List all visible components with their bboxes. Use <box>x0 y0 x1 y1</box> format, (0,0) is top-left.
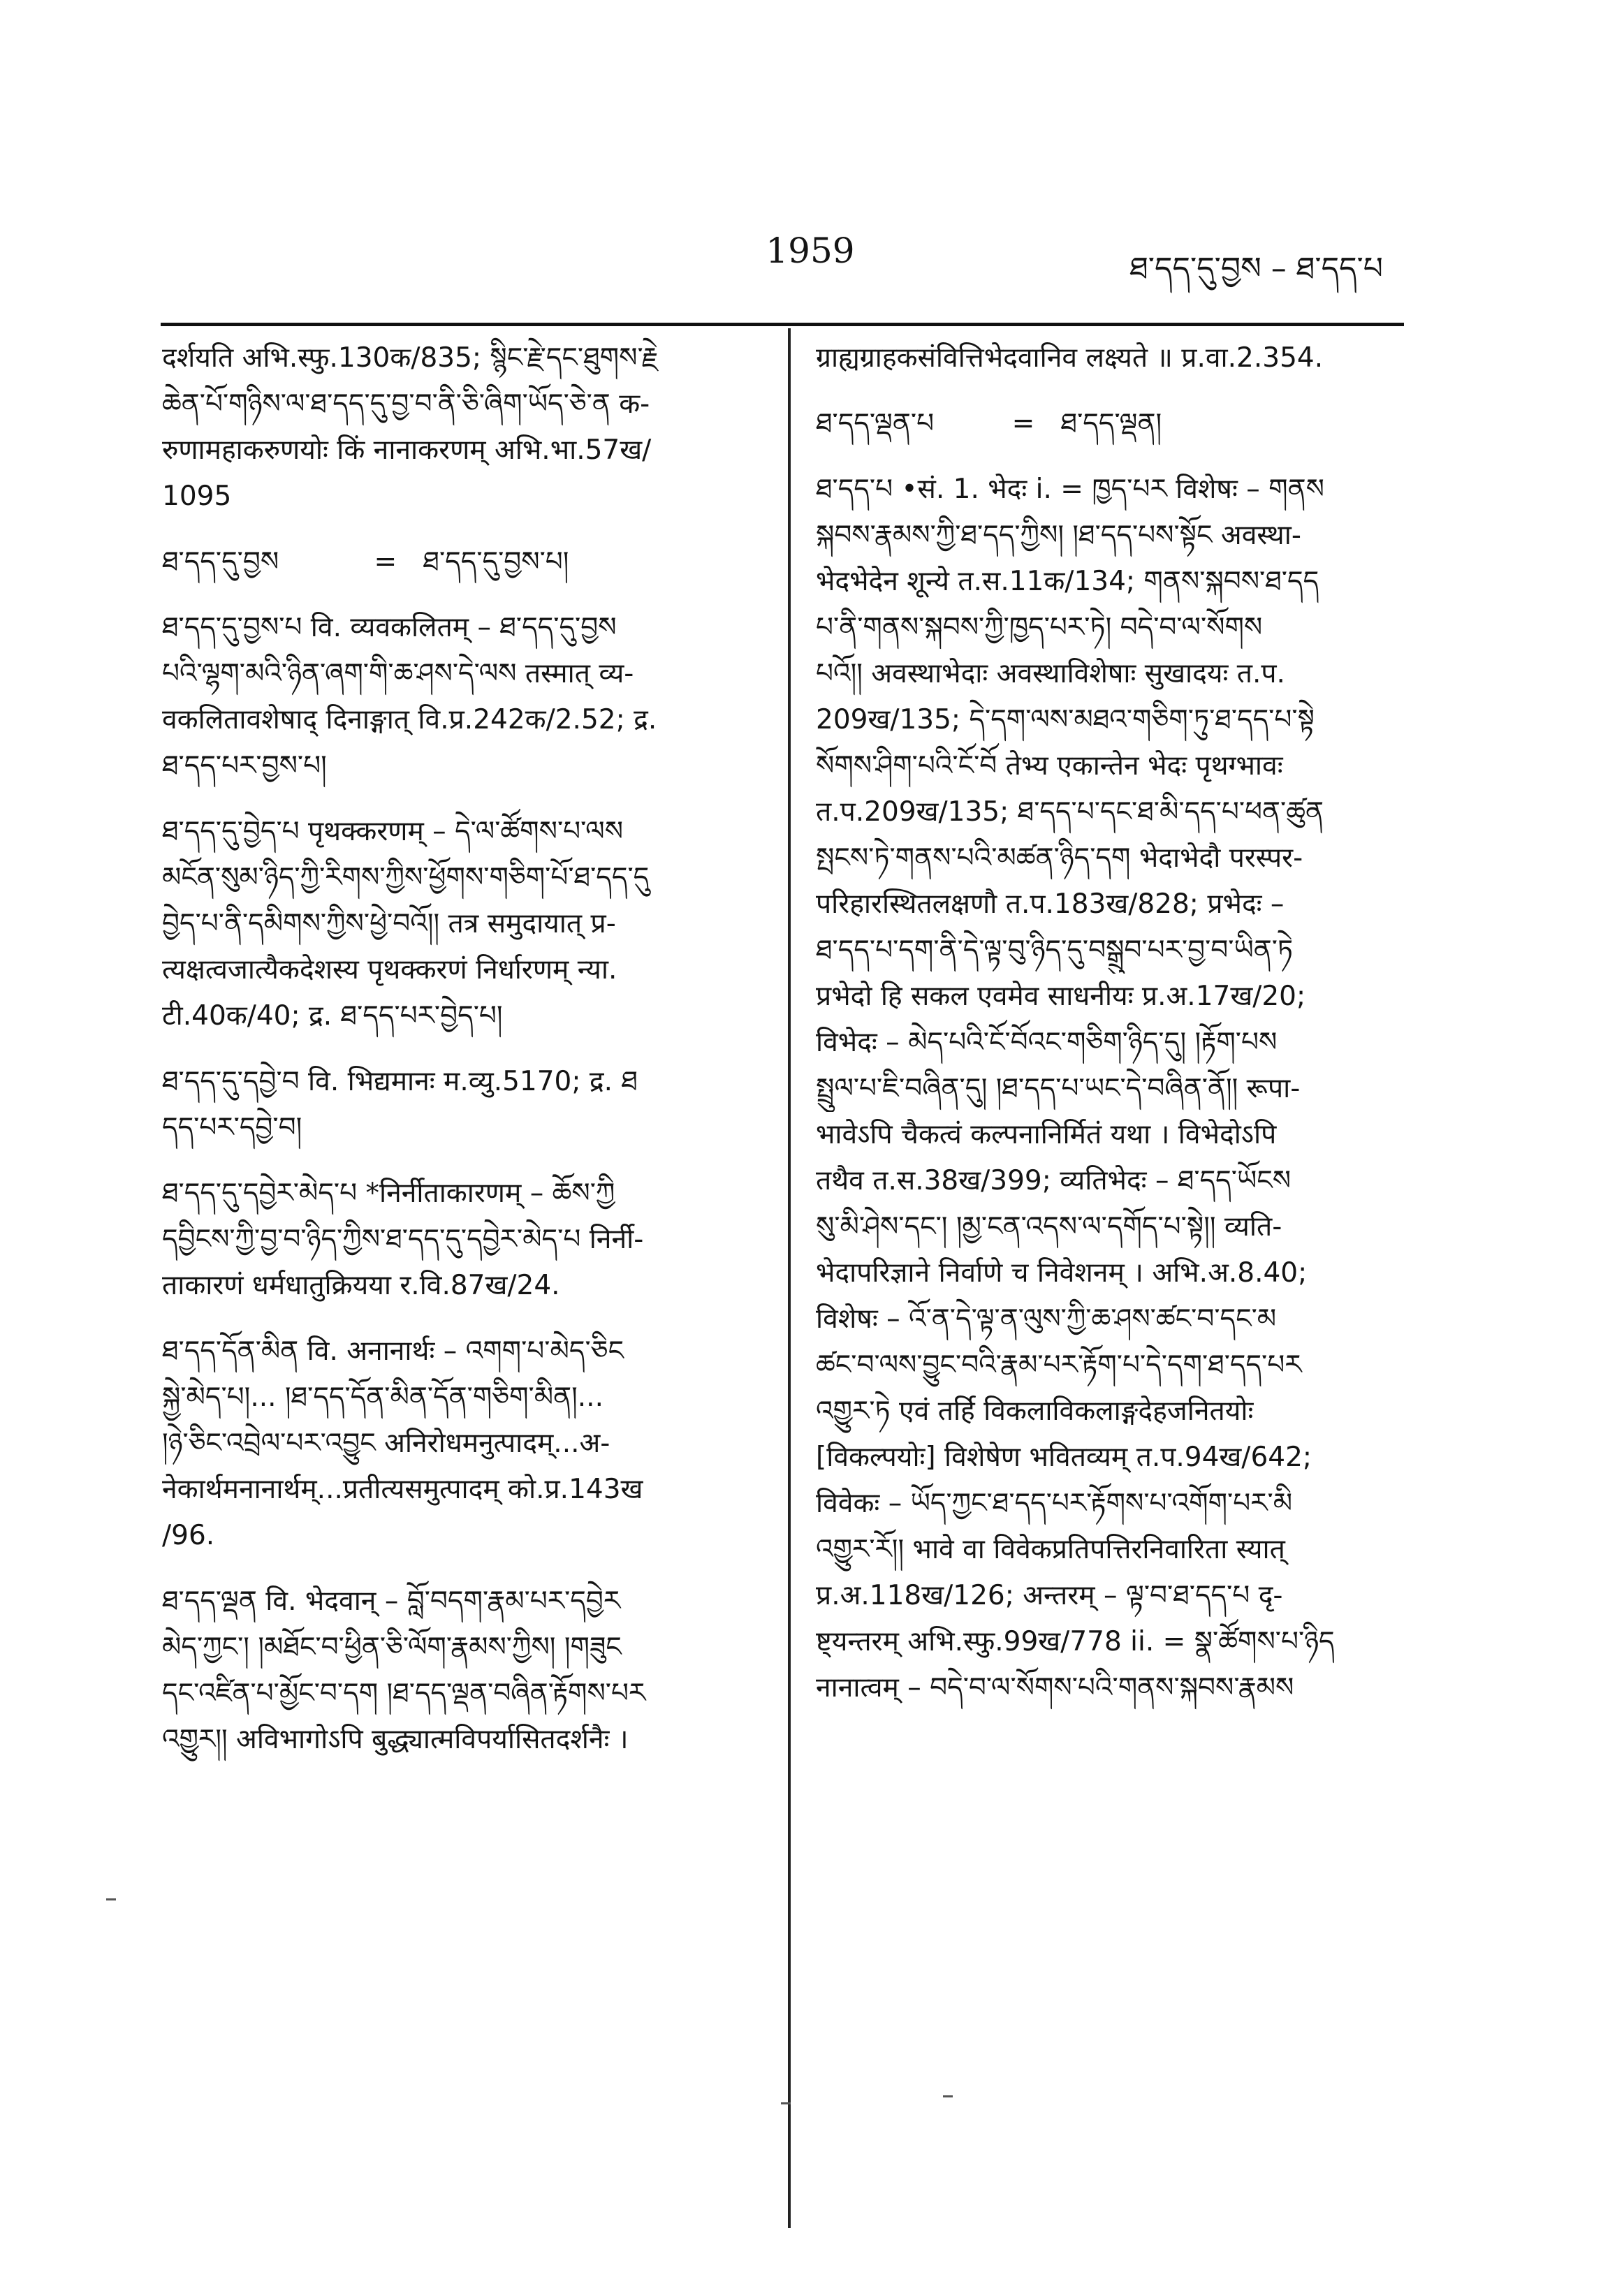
dictionary-entry <box>816 335 1410 381</box>
dictionary-entry <box>162 1059 756 1151</box>
entry-line: ཐ་དད་དུ་བྱས་པ वि. व्यवकलितम् – ཐ་དད་དུ་བྱས <box>162 612 617 643</box>
entry-line: टी.40क/40; द्र. ཐ་དད་པར་བྱེད་པ། <box>162 1000 503 1032</box>
dictionary-entry <box>162 1578 756 1763</box>
entry-line: དབྱིངས་ཀྱི་བྱ་བ་ཉིད་ཀྱིས་ཐ་དད་དུ་དབྱེར་མེད་པ निर्नी- <box>162 1224 644 1255</box>
dictionary-entry <box>162 1328 756 1559</box>
entry-line: रुणामहाकरुणयोः किं नानाकरणम् अभि.भा.57ख/ <box>162 434 652 466</box>
entry-line: त्यक्षत्वजात्यैकदेशस्य पृथक्करणं निर्धारणम् न्या. <box>162 954 617 986</box>
scan-speck <box>781 2102 791 2104</box>
scan-speck <box>943 2095 953 2097</box>
entry-line: /96. <box>162 1520 215 1551</box>
entry-line: नेकार्थमनानार्थम्...प्रतीत्यसमुत्पादम् को.प्र.143ख <box>162 1474 643 1505</box>
entry-line: [विकल्पयोः] विशेषेण भवितव्यम् त.प.94ख/642; <box>816 1442 1312 1473</box>
entry-line: མེད་ཀྱང་། །མཐོང་བ་ཕྱིན་ཅི་ལོག་རྣམས་ཀྱིས། །གཟུང <box>162 1632 622 1663</box>
entry-line: །ཉེ་ཅིང་འབྲེལ་པར་འབྱུང अनिरोधमनुत्पादम्...अ- <box>162 1428 610 1459</box>
entry-line: ཐ་དད་དུ་བྱེད་པ पृथक्करणम् – དེ་ལ་ཚོགས་པ་ལས <box>162 816 624 847</box>
entry-line: भेदापरिज्ञाने निर्वाणे च निवेशनम् । अभि.अ.8.40; <box>816 1257 1308 1289</box>
right-column <box>816 335 1410 1731</box>
entry-line: སྐབས་རྣམས་ཀྱི་ཐ་དད་ཀྱིས། །ཐ་དད་པས་སྟོང अवस्था- <box>816 520 1301 551</box>
entry-line: नानात्वम् – བདེ་བ་ལ་སོགས་པའི་གནས་སྐབས་རྣམས <box>816 1672 1294 1704</box>
running-head: ཐ་དད་དུ་བྱས – ཐ་དད་པ <box>1129 251 1383 286</box>
dictionary-entry <box>162 335 756 520</box>
entry-line: ཚང་བ་ལས་བྱུང་བའི་རྣམ་པར་རྟོག་པ་དེ་དག་ཐ་དད་པར <box>816 1349 1302 1381</box>
entry-line: वकलितावशेषाद् दिनाङ्गात् वि.प्र.242क/2.52; द्र. <box>162 704 657 735</box>
entry-line: ཐ་དད་དུ་དབྱེར་མེད་པ *निर्नीताकारणम् – ཆོས་ཀྱི <box>162 1178 615 1209</box>
entry-line: ཐ་དད་པ་དག་ནི་དེ་ལྟ་བུ་ཉིད་དུ་བསྒྲུབ་པར་བྱ་བ་ཡིན་ཏེ <box>816 935 1294 966</box>
entry-line: དང་འཛིན་པ་མྱོང་བ་དག །ཐ་དད་ལྡན་བཞིན་རྟོགས་པར <box>162 1678 646 1709</box>
entry-line: སྐྱེ་མེད་པ།... །ཐ་དད་དོན་མིན་དོན་གཅིག་མིན།... <box>162 1382 603 1413</box>
entry-line: པའོ།། अवस्थाभेदाः अवस्थाविशेषाः सुखादयः त.प. <box>816 658 1285 689</box>
entry-line: བྱེད་པ་ནི་དམིགས་ཀྱིས་ཕྱེ་བའོ།། तत्र समुदायात् प्र- <box>162 908 616 939</box>
entry-line: ཐ་དད་དུ་དབྱེ་བ वि. भिद्यमानः म.व्यु.5170; द्र. ཐ <box>162 1066 638 1097</box>
entry-line: विवेकः – ཡོད་ཀྱང་ཐ་དད་པར་རྟོགས་པ་འགོག་པར་མི <box>816 1488 1293 1519</box>
dictionary-entry <box>162 539 756 585</box>
entry-line: त.प.209ख/135; ཐ་དད་པ་དང་ཐ་མི་དད་པ་ཕན་ཚུན <box>816 796 1324 828</box>
entry-line: སྤྲུལ་པ་ཇི་བཞིན་དུ། །ཐ་དད་པ་ཡང་དེ་བཞིན་ནོ།། रूपा- <box>816 1073 1301 1104</box>
entry-line: ग्राह्यग्राहकसंवित्तिभेदवानिव लक्ष्यते ॥ प्र.वा.2.354. <box>816 342 1324 374</box>
entry-line: 209ख/135; དེ་དག་ལས་མཐའ་གཅིག་ཏུ་ཐ་དད་པ་སྟེ <box>816 704 1315 735</box>
entry-line: भावेऽपि चैकत्वं कल्पनानिर्मितं यथा । विभेदोऽपि <box>816 1119 1277 1150</box>
entry-line: ཐ་དད་པར་བྱས་པ། <box>162 750 327 782</box>
entry-line: ཐ་དད་ལྡན་པ = ཐ་དད་ལྡན། <box>816 408 1162 439</box>
column-divider <box>788 328 791 2228</box>
page-number: 1959 <box>766 230 855 271</box>
entry-line: འགྱུར་རོ།། भावे वा विवेकप्रतिपत्तिरनिवारिता स्यात् <box>816 1534 1285 1565</box>
dictionary-entry <box>816 401 1410 447</box>
entry-line: ཆེན་པོ་གཉིས་ལ་ཐ་དད་དུ་བྱ་བ་ནི་ཅི་ཞིག་ཡོད་ཅེ་ན क- <box>162 388 650 420</box>
entry-line: སོགས་ཤིག་པའི་ངོ་བོ तेभ्य एकान्तेन भेदः पृथग्भावः <box>816 750 1283 782</box>
dictionary-entry <box>816 467 1410 1711</box>
entry-line: विभेदः – མེད་པའི་ངོ་བོའང་གཅིག་ཉིད་དུ། །རྟོག་པས <box>816 1027 1278 1058</box>
dictionary-entry <box>162 1171 756 1309</box>
left-column <box>162 335 756 1782</box>
entry-line: དད་པར་དབྱེ་བ། <box>162 1112 302 1143</box>
entry-line: तथैव त.स.38ख/399; व्यतिभेदः – ཐ་དད་ཡོངས <box>816 1165 1292 1196</box>
entry-line: दर्शयति अभि.स्फु.130क/835; སྙིང་རྗེ་དང་ཐུགས་རྗེ <box>162 342 659 374</box>
dictionary-entry <box>162 605 756 789</box>
entry-line: परिहारस्थितलक्षणौ त.प.183ख/828; प्रभेदः – <box>816 888 1285 920</box>
entry-line: ཐ་དད་པ •सं. 1. भेदः i. = ཁྱད་པར विशेषः – གནས <box>816 474 1324 505</box>
entry-line: འགྱུར་ཏེ एवं तर्हि विकलाविकलाङ्गदेहजनितयोः <box>816 1395 1254 1427</box>
entry-line: प्र.अ.118ख/126; अन्तरम् – ལྟ་བ་ཐ་དད་པ दृ- <box>816 1580 1283 1611</box>
entry-line: པའི་ལྷག་མའི་ཉིན་ཞག་གི་ཆ་ཤས་དེ་ལས तस्मात् व्य- <box>162 658 634 689</box>
entry-line: ཐ་དད་དོན་མིན वि. अनानार्थः – འགག་པ་མེད་ཅིང <box>162 1335 624 1367</box>
entry-line: 1095 <box>162 481 232 512</box>
entry-line: भेदभेदेन शून्ये त.स.11क/134; གནས་སྐབས་ཐ་དད <box>816 566 1319 597</box>
entry-line: མངོན་སུམ་ཉིད་ཀྱི་རིགས་ཀྱིས་ཕྱོགས་གཅིག་པོ་ཐ་དད་དུ <box>162 862 650 893</box>
entry-line: ताकारणं धर्मधातुक्रियया र.वि.87ख/24. <box>162 1270 560 1301</box>
entry-line: སུ་མི་ཤེས་དང་། །མྱ་ངན་འདས་ལ་དགོད་པ་སྟེ།། व्यति- <box>816 1211 1282 1243</box>
entry-line: འགྱུར།། अविभागोऽपि बुद्ध्यात्मविपर्यासितदर्शनैः । <box>162 1724 629 1755</box>
entry-line: ष्ट्यन्तरम् अभि.स्फु.99ख/778 ii. = སྣ་ཚོགས་པ་ཉིད <box>816 1626 1335 1657</box>
top-rule <box>161 323 1404 326</box>
scan-speck <box>106 1898 116 1900</box>
entry-line: སྤངས་ཏེ་གནས་པའི་མཚན་ཉིད་དག भेदाभेदौ परस्पर- <box>816 842 1303 874</box>
entry-line: པ་ནི་གནས་སྐབས་ཀྱི་ཁྱད་པར་ཏེ། བདེ་བ་ལ་སོགས <box>816 612 1263 643</box>
entry-line: ཐ་དད་ལྡན वि. भेदवान् – བློ་བདག་རྣམ་པར་དབྱེར <box>162 1585 621 1617</box>
dictionary-entry <box>162 809 756 1039</box>
entry-line: प्रभेदो हि सकल एवमेव साधनीयः प्र.अ.17ख/20; <box>816 981 1306 1012</box>
entry-line: विशेषः – འོ་ན་དེ་ལྟ་ན་ལུས་ཀྱི་ཆ་ཤས་ཚང་བ་དང་མ <box>816 1303 1277 1335</box>
entry-line: ཐ་དད་དུ་བྱས = ཐ་དད་དུ་བྱས་པ། <box>162 546 569 578</box>
